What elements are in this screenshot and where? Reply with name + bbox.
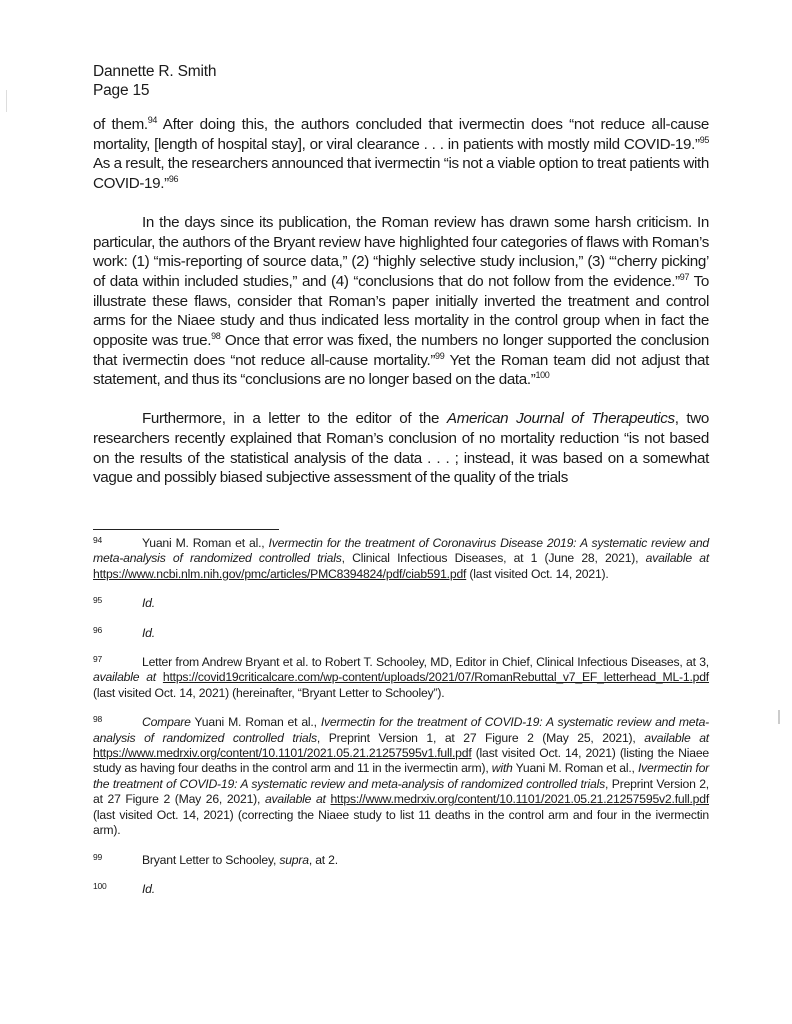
citation-title: Ivermectin for the treatment of COVID-19: A systematic review and meta-analysis of randomized controlled trials (93, 715, 710, 745)
text: Bryant Letter to Schooley, (142, 852, 280, 867)
scan-artifact (778, 710, 780, 724)
text: , Preprint Version 1, at 27 Figure 2 (May 25, 2021), (316, 730, 645, 745)
footnote-99: 99 Bryant Letter to Schooley, supra, at 2. (93, 851, 338, 867)
citation-link[interactable]: https://covid19criticalcare.com/wp-content/uploads/2021/07/RomanRebuttal_v7_EF_letterhead_ML-1.pdf (162, 670, 709, 685)
footnote-97: 97 Letter from Andrew Bryant et al. to Robert T. Schooley, MD, Editor in Chief, Clinical Infectious Diseases, at 3, available at https://covid19criticalcare.com/wp-content/uploads/2021/07/RomanRebuttal_v7_EF_letterhead_ML-1.pdf (last visited Oct. 14, 2021) (hereinafter, “Bryant Letter to Schooley”). (93, 654, 709, 700)
footnote-ref-96[interactable]: 96 (168, 174, 179, 185)
letter-header (93, 62, 709, 100)
footnote-94: 94 Yuani M. Roman et al., Ivermectin for the treatment of Coronavirus Disease 2019: A systematic review and meta-analysis of randomized controlled trials, Clinical Infectious Diseases, at 1 (June 28, 2021), available at https://www.ncbi.nlm.nih.gov/pmc/articles/PMC8394824/pdf/ciab591.pdf (last visited Oct. 14, 2021). (93, 535, 709, 581)
footnote-ref-99[interactable]: 99 (435, 350, 445, 361)
text: Id. (142, 596, 155, 611)
citation-link[interactable]: https://www.medrxiv.org/content/10.1101/2021.05.21.21257595v1.full.pdf (93, 746, 472, 761)
text: Yuani M. Roman et al., (142, 536, 269, 550)
text: Letter from Andrew Bryant et al. to Robert T. Schooley, MD, Editor in Chief, Clinical Infectious Diseases, at 3, (142, 655, 709, 670)
citation-link[interactable]: https://www.medrxiv.org/content/10.1101/2021.05.21.21257595v2.full.pdf (330, 792, 709, 807)
text: (last visited Oct. 14, 2021). (466, 566, 609, 581)
text: After doing this, the authors concluded that ivermectin does “not reduce all-cause mortality, [length of hospital stay], or viral clearance . . . in patients with mostly mild COVID-19.” (93, 116, 709, 153)
text: Yuani M. Roman et al., (190, 715, 321, 730)
text: , Clinical Infectious Diseases, at 1 (June 28, 2021), (341, 551, 646, 566)
text: To illustrate these flaws, consider that Roman’s paper initially inverted the treatment and control arms for the Niaee study and thus indicated less mortality in the control group when in fact the opposite was true. (93, 272, 709, 350)
text: (last visited Oct. 14, 2021) (correcting the Niaee study to list 11 deaths in the control arm and four in the ivermectin arm). (93, 807, 709, 838)
footnote-98: 98 Compare Yuani M. Roman et al., Ivermectin for the treatment of COVID-19: A systematic review and meta-analysis of randomized controlled trials, Preprint Version 1, at 27 Figure 2 (May 25, 2021), available at https://www.medrxiv.org/content/10.1101/2021.05.21.21257595v1.full.pdf (last visited Oct. 14, 2021) (listing the Niaee study as having four deaths in the control arm and 11 in the ivermectin arm), with Yuani M. Roman et al., Ivermectin for the treatment of COVID-19: A systematic review and meta-analysis of randomized controlled trials, Preprint Version 2, at 27 Figure 2 (May 26, 2021), available at https://www.medrxiv.org/content/10.1101/2021.05.21.21257595v2.full.pdf (last visited Oct. 14, 2021) (correcting the Niaee study to list 11 deaths in the control arm and four in the ivermectin arm). (93, 714, 710, 838)
text: Id. (142, 625, 155, 640)
signal: supra (279, 852, 309, 867)
text: In the days since its publication, the Roman review has drawn some harsh criticism. In particular, the authors of the Bryant review have highlighted four categories of flaws with Roman’s work: (1) “mis-reporting of source data,” (2) “highly selective study inclusion,” (3) “‘cherry picking’ of data within included studies,” and (4) “conclusions that do not follow from the evidence.” (93, 213, 709, 290)
signal: Compare (142, 715, 191, 730)
text: Yuani M. Roman et al., (512, 761, 638, 776)
footnote-95: 95 Id. (93, 595, 155, 611)
paragraph-1 (93, 115, 709, 194)
footnote-ref-97[interactable]: 97 (679, 271, 690, 282)
text: As a result, the researchers announced that ivermectin “is not a viable option to treat patients with COVID-19.” (93, 155, 709, 193)
footnotes (93, 536, 709, 911)
signal: available at (645, 551, 709, 566)
paragraph-3 (93, 409, 709, 488)
footnote-100: 100 Id. (93, 880, 155, 896)
text: Id. (142, 881, 155, 896)
text: (last visited Oct. 14, 2021) (hereinafter, “Bryant Letter to Schooley”). (93, 685, 445, 700)
text: , two researchers recently explained that Roman’s conclusion of no mortality reduction “is not based on the results of the statistical analysis of the data . . . ; instead, it was based on a somewhat vague and possibly biased subjective assessment of the quality of the trials (93, 410, 709, 487)
signal: available at (644, 730, 709, 745)
scan-artifact (6, 90, 7, 112)
footnote-separator (93, 529, 279, 530)
signal: available at (264, 792, 326, 807)
text: , at 2. (308, 852, 338, 867)
page-number: Page 15 (93, 82, 150, 99)
journal-title: American Journal of Therapeutics (446, 410, 675, 428)
citation-title: Ivermectin for the treatment of Coronavirus Disease 2019: A systematic review and meta-analysis of randomized controlled trials (93, 536, 709, 566)
signal: with (491, 761, 513, 776)
text: (last visited Oct. 14, 2021) (listing the Niaee study as having four deaths in the control arm and 11 in the ivermectin arm), (93, 746, 709, 776)
text: Yet the Roman team did not adjust that statement, and thus its “conclusions are no longer based on the data.” (93, 351, 709, 389)
text: , Preprint Version 2, at 27 Figure 2 (May 26, 2021), (93, 776, 709, 807)
footnote-ref-98[interactable]: 98 (211, 331, 221, 342)
footnote-ref-94[interactable]: 94 (147, 115, 158, 125)
footnote-ref-100[interactable]: 100 (535, 370, 550, 381)
citation-link[interactable]: https://www.ncbi.nlm.nih.gov/pmc/articles/PMC8394824/pdf/ciab591.pdf (93, 566, 467, 581)
paragraph-2 (93, 213, 709, 390)
text: Furthermore, in a letter to the editor of the (142, 410, 447, 428)
text: of them. (93, 116, 148, 133)
footnote-ref-95[interactable]: 95 (699, 134, 709, 145)
recipient-name: Dannette R. Smith (93, 63, 217, 80)
citation-title: Ivermectin for the treatment of COVID-19: A systematic review and meta-analysis of randomized controlled trials (93, 761, 710, 791)
footnote-96: 96 Id. (93, 624, 155, 640)
document-page (93, 62, 709, 488)
text: Once that error was fixed, the numbers no longer supported the conclusion that ivermectin does “not reduce all-cause mortality.” (93, 332, 709, 369)
signal: available at (93, 670, 156, 685)
